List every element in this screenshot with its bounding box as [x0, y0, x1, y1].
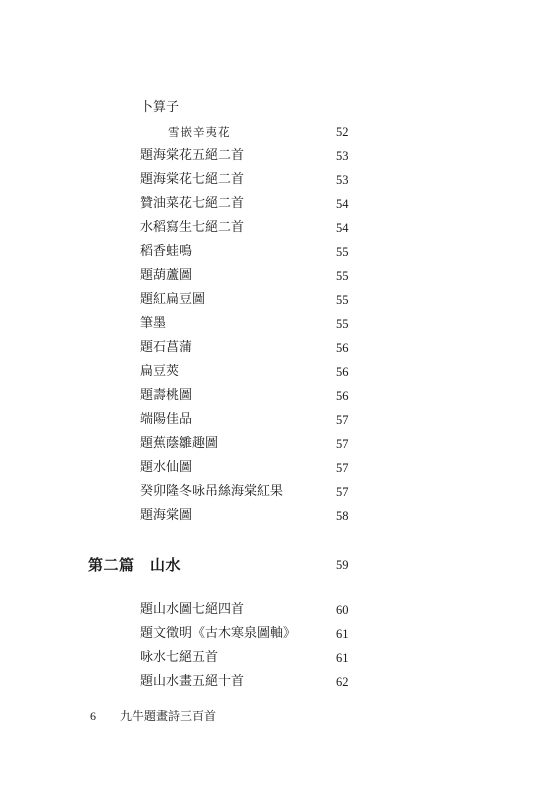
toc-entry: [0, 265, 553, 287]
toc-entry: [0, 361, 553, 383]
toc-entry-page: 56: [336, 365, 349, 379]
toc-entry-page: 58: [336, 509, 349, 523]
toc-entry-title: 題山水畫五絕十首: [140, 674, 245, 689]
toc-entry-page: 57: [336, 413, 349, 427]
toc-entry: [0, 409, 553, 431]
toc-entry-page: 55: [336, 293, 349, 307]
toc-entry-title: 題文徵明《古木寒泉圖軸》: [140, 626, 297, 641]
toc-entry-page: 52: [336, 125, 349, 139]
toc-entry: [0, 169, 553, 191]
toc-entry: [0, 145, 553, 167]
toc-entry-title: 卜算子: [140, 100, 180, 115]
toc-entry: [0, 647, 553, 669]
toc-entry-page: 62: [336, 675, 349, 689]
toc-entry-title: 題山水圖七絕四首: [140, 602, 245, 617]
toc-entry-title: 水稻寫生七絕二首: [140, 220, 245, 235]
section-title: 第二篇 山水: [88, 556, 182, 574]
toc-entry: [0, 433, 553, 455]
toc-entry-page: 61: [336, 627, 349, 641]
toc-entry-page: 61: [336, 651, 349, 665]
toc-entry: [0, 505, 553, 527]
toc-entry-title: 題海棠圖: [140, 508, 193, 523]
toc-entry: [0, 241, 553, 263]
toc-entry-title: 贊油菜花七絕二首: [140, 196, 245, 211]
toc-entry-page: 56: [336, 341, 349, 355]
toc-entry-page: 55: [336, 269, 349, 283]
toc-entry-page: 53: [336, 173, 349, 187]
toc-entry-title: 癸卯隆冬咏吊絲海棠紅果: [140, 484, 284, 499]
toc-entry: [0, 217, 553, 239]
toc-entry: [0, 599, 553, 621]
section-heading: [0, 552, 553, 578]
toc-entry-title: 稻香蛙鳴: [140, 244, 193, 259]
toc-entry: [0, 121, 553, 143]
toc-entry-title: 題水仙圖: [140, 460, 193, 475]
toc-entry: [0, 193, 553, 215]
toc-entry-title: 題葫蘆圖: [140, 268, 193, 283]
toc-entry-page: 54: [336, 197, 349, 211]
toc-entry: [0, 313, 553, 335]
toc-entry-page: 57: [336, 485, 349, 499]
footer-book-title: 九牛題畫詩三百首: [120, 709, 217, 723]
toc-entry-title: 雪嵌辛夷花: [168, 125, 231, 139]
toc-entry-page: 55: [336, 317, 349, 331]
toc-entry-title: 筆墨: [140, 316, 167, 331]
toc-entry-title: 題紅扁豆圖: [140, 292, 206, 307]
page-footer: [0, 706, 553, 726]
toc-entry: [0, 337, 553, 359]
toc-entry-page: 55: [336, 245, 349, 259]
toc-entry-page: 56: [336, 389, 349, 403]
footer-page-number: 6: [90, 709, 96, 723]
toc-entry-title: 扁豆莢: [140, 364, 180, 379]
toc-entry-title: 題海棠花七絕二首: [140, 172, 245, 187]
toc-entry-page: 57: [336, 461, 349, 475]
toc-entry: [0, 289, 553, 311]
toc-entry: [0, 457, 553, 479]
toc-entry-title: 端陽佳品: [140, 412, 193, 427]
toc-entry-page: 54: [336, 221, 349, 235]
toc-entry-title: 咏水七絕五首: [140, 650, 219, 665]
toc-entry-page: 60: [336, 603, 349, 617]
toc-entry: [0, 385, 553, 407]
toc-entry-title: 題蕉蔭雛趣圖: [140, 436, 219, 451]
toc-entry-title: 題海棠花五絕二首: [140, 148, 245, 163]
toc-entry-page: 53: [336, 149, 349, 163]
toc-entry-page: 57: [336, 437, 349, 451]
toc-entry-title: 題壽桃圖: [140, 388, 193, 403]
toc-entry: [0, 481, 553, 503]
section-page: 59: [336, 558, 349, 572]
toc-entry: [0, 623, 553, 645]
toc-entry: [0, 97, 553, 119]
toc-entry-title: 題石菖蒲: [140, 340, 193, 355]
toc-entry: [0, 671, 553, 693]
